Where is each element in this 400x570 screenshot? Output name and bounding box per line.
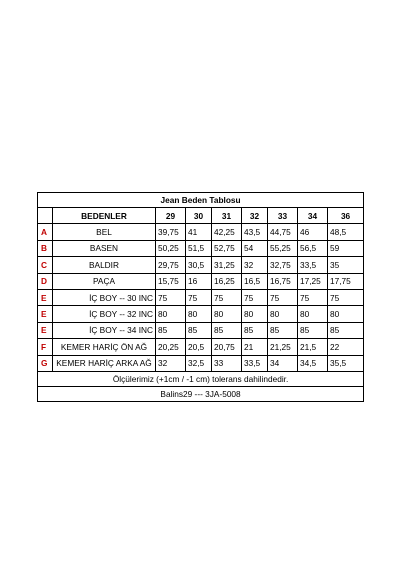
header-row [38, 208, 364, 224]
measurement-value: 16,75 [268, 273, 298, 289]
measurement-value: 21 [242, 339, 268, 355]
size-chart-footer [38, 371, 364, 401]
note-row [38, 371, 364, 386]
table-row [38, 289, 364, 305]
measurement-value: 43,5 [242, 224, 268, 240]
measurement-value: 51,5 [186, 240, 212, 256]
measurement-value: 16 [186, 273, 212, 289]
measurement-value: 22 [328, 339, 364, 355]
measurement-label: PAÇA [53, 273, 156, 289]
measurement-value: 50,25 [156, 240, 186, 256]
size-header: 34 [298, 208, 328, 224]
header-code-cell [38, 208, 53, 224]
measurement-label: İÇ BOY -- 32 INC [53, 306, 156, 322]
measurement-value: 46 [298, 224, 328, 240]
measurement-value: 75 [242, 289, 268, 305]
measurement-code: C [38, 257, 53, 273]
size-header: 32 [242, 208, 268, 224]
measurement-value: 80 [298, 306, 328, 322]
measurement-value: 16,5 [242, 273, 268, 289]
measurement-value: 33,5 [298, 257, 328, 273]
table-row [38, 273, 364, 289]
measurement-value: 75 [268, 289, 298, 305]
measurement-value: 59 [328, 240, 364, 256]
tolerance-note: Ölçülerimiz (+1cm / -1 cm) tolerans dahilindedir. [38, 371, 364, 386]
measurement-value: 35,5 [328, 355, 364, 371]
measurement-code: E [38, 306, 53, 322]
header-label: BEDENLER [53, 208, 156, 224]
table-row [38, 355, 364, 371]
measurement-value: 75 [328, 289, 364, 305]
product-code-row [38, 386, 364, 401]
measurement-value: 75 [156, 289, 186, 305]
measurement-value: 17,75 [328, 273, 364, 289]
measurement-value: 21,25 [268, 339, 298, 355]
measurement-value: 56,5 [298, 240, 328, 256]
measurement-value: 32,75 [268, 257, 298, 273]
measurement-value: 80 [186, 306, 212, 322]
measurement-value: 48,5 [328, 224, 364, 240]
measurement-value: 33 [212, 355, 242, 371]
measurement-value: 32 [156, 355, 186, 371]
measurement-label: BASEN [53, 240, 156, 256]
measurement-value: 20,75 [212, 339, 242, 355]
title-row [38, 193, 364, 208]
size-chart-body [38, 193, 364, 372]
measurement-value: 85 [212, 322, 242, 338]
table-row [38, 322, 364, 338]
measurement-label: İÇ BOY -- 30 INC [53, 289, 156, 305]
measurement-value: 54 [242, 240, 268, 256]
measurement-code: A [38, 224, 53, 240]
size-header: 36 [328, 208, 364, 224]
measurement-label: BEL [53, 224, 156, 240]
measurement-value: 55,25 [268, 240, 298, 256]
size-header: 30 [186, 208, 212, 224]
measurement-value: 32 [242, 257, 268, 273]
measurement-value: 85 [268, 322, 298, 338]
measurement-label: İÇ BOY -- 34 INC [53, 322, 156, 338]
measurement-value: 80 [242, 306, 268, 322]
measurement-label: KEMER HARİÇ ÖN AĞ [53, 339, 156, 355]
measurement-value: 52,75 [212, 240, 242, 256]
measurement-value: 21,5 [298, 339, 328, 355]
measurement-value: 85 [298, 322, 328, 338]
measurement-value: 41 [186, 224, 212, 240]
measurement-value: 85 [186, 322, 212, 338]
measurement-value: 29,75 [156, 257, 186, 273]
size-header: 33 [268, 208, 298, 224]
measurement-value: 34,5 [298, 355, 328, 371]
size-header: 31 [212, 208, 242, 224]
measurement-value: 33,5 [242, 355, 268, 371]
table-row [38, 339, 364, 355]
product-code: Balins29 --- 3JA-5008 [38, 386, 364, 401]
measurement-value: 75 [186, 289, 212, 305]
measurement-value: 20,25 [156, 339, 186, 355]
measurement-value: 85 [242, 322, 268, 338]
table-row [38, 257, 364, 273]
measurement-label: BALDIR [53, 257, 156, 273]
measurement-code: E [38, 289, 53, 305]
measurement-value: 75 [298, 289, 328, 305]
measurement-code: E [38, 322, 53, 338]
table-row [38, 306, 364, 322]
measurement-value: 32,5 [186, 355, 212, 371]
measurement-value: 34 [268, 355, 298, 371]
table-row [38, 224, 364, 240]
measurement-code: G [38, 355, 53, 371]
measurement-value: 80 [328, 306, 364, 322]
measurement-label: KEMER HARİÇ ARKA AĞ [53, 355, 156, 371]
measurement-code: D [38, 273, 53, 289]
table-row [38, 240, 364, 256]
measurement-value: 80 [156, 306, 186, 322]
measurement-value: 39,75 [156, 224, 186, 240]
measurement-value: 80 [268, 306, 298, 322]
measurement-value: 44,75 [268, 224, 298, 240]
measurement-value: 31,25 [212, 257, 242, 273]
measurement-value: 80 [212, 306, 242, 322]
measurement-value: 16,25 [212, 273, 242, 289]
measurement-value: 17,25 [298, 273, 328, 289]
measurement-value: 20,5 [186, 339, 212, 355]
size-chart-table [37, 192, 364, 402]
measurement-value: 35 [328, 257, 364, 273]
table-title: Jean Beden Tablosu [38, 193, 364, 208]
measurement-code: B [38, 240, 53, 256]
measurement-value: 85 [328, 322, 364, 338]
measurement-value: 30,5 [186, 257, 212, 273]
measurement-value: 42,25 [212, 224, 242, 240]
measurement-value: 85 [156, 322, 186, 338]
size-header: 29 [156, 208, 186, 224]
measurement-value: 75 [212, 289, 242, 305]
measurement-code: F [38, 339, 53, 355]
measurement-value: 15,75 [156, 273, 186, 289]
